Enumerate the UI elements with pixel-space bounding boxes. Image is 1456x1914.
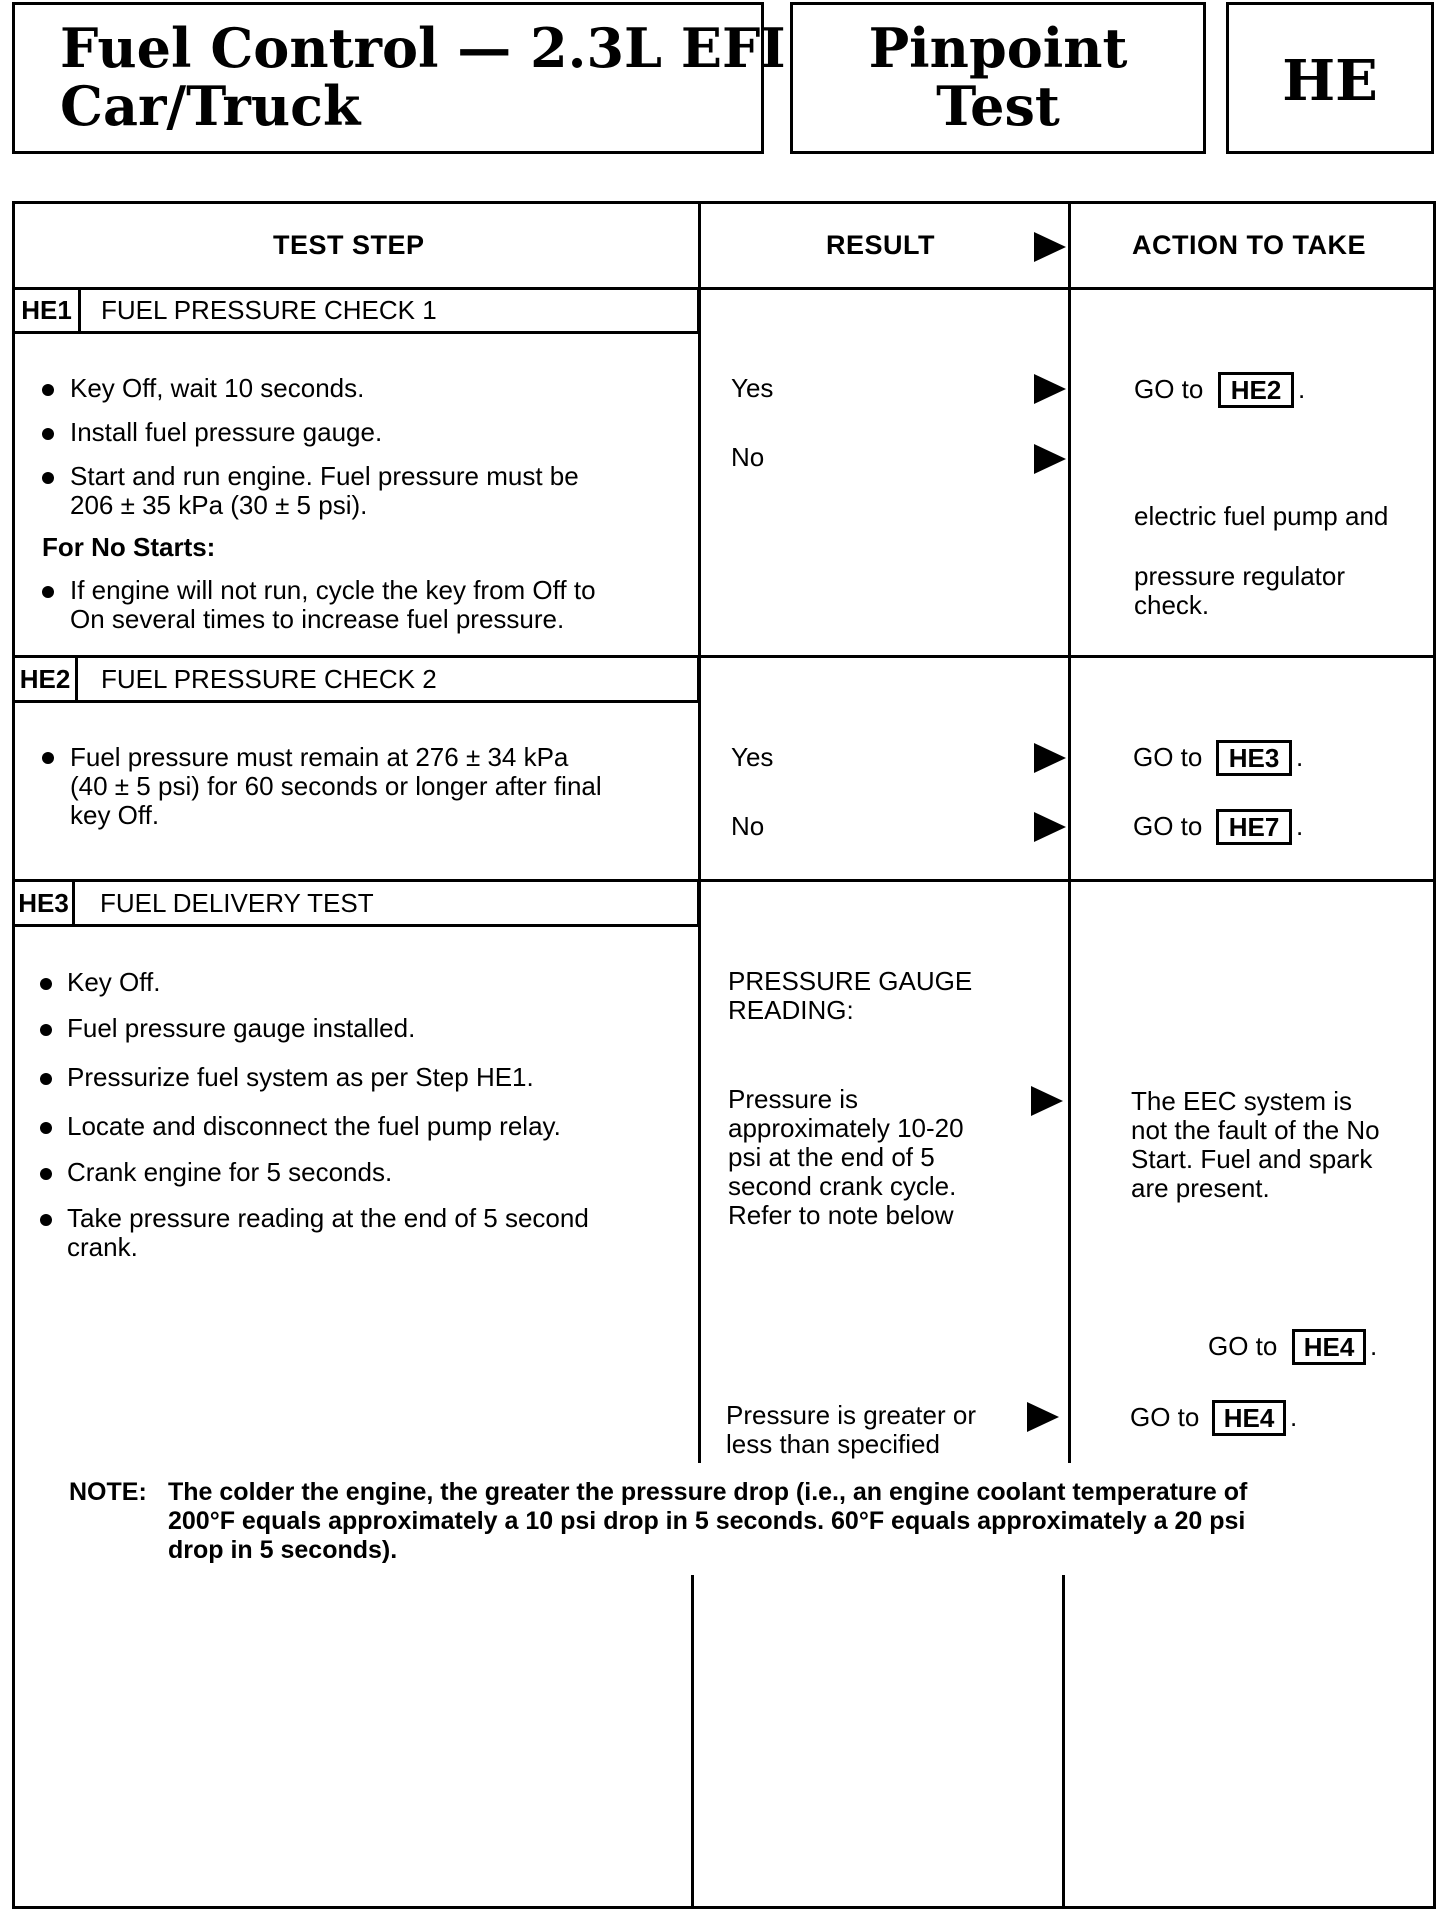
- he1-instruction-2: Install fuel pressure gauge.: [70, 417, 383, 447]
- he1-instruction-3-line1: Start and run engine. Fuel pressure must be: [70, 461, 579, 491]
- result-arrow-icon: [1027, 1402, 1059, 1432]
- he2-action-yes-prefix: GO to: [1133, 742, 1203, 772]
- column-header-action: ACTION TO TAKE: [1132, 230, 1366, 260]
- he1-instruction-3-line2: 206 ± 35 kPa (30 ± 5 psi).: [70, 490, 368, 520]
- table-left-border: [12, 201, 15, 1909]
- page-title-line2: Car/Truck: [60, 74, 361, 138]
- pinpoint-label-line1: Pinpoint: [868, 16, 1128, 80]
- table-bottom-border: [12, 1906, 1436, 1909]
- header-title-box: [12, 2, 786, 154]
- page-title-line1: Fuel Control — 2.3L EFI: [60, 16, 786, 80]
- he3-instruction-6-line1: Take pressure reading at the end of 5 second: [67, 1203, 589, 1233]
- he3-result-1-line1: Pressure is: [728, 1084, 859, 1114]
- goto-he7-button[interactable]: HE7: [1216, 809, 1292, 845]
- bullet-icon: [40, 1214, 52, 1226]
- goto-he2-button[interactable]: HE2: [1218, 372, 1294, 408]
- header-pinpoint-box: [790, 2, 1206, 154]
- bullet-icon: [40, 1168, 52, 1180]
- he3-instruction-2: Fuel pressure gauge installed.: [67, 1013, 416, 1043]
- result-arrow-icon: [1034, 743, 1066, 773]
- he2-instruction-1-line3: key Off.: [70, 800, 160, 830]
- note-line3: drop in 5 seconds).: [168, 1536, 398, 1564]
- result-arrow-icon: [1034, 812, 1066, 842]
- table-right-border: [1433, 201, 1436, 1909]
- he1-action-no-line2: pressure regulator: [1134, 561, 1345, 591]
- he1-action-yes-prefix: GO to: [1134, 374, 1204, 404]
- he1-instruction-4-line1: If engine will not run, cycle the key from Off to: [70, 575, 596, 605]
- he1-action-no-line1: electric fuel pump and: [1134, 501, 1389, 531]
- result-arrow-icon: [1034, 232, 1066, 262]
- step-code: HE3: [15, 882, 75, 924]
- period: .: [1296, 811, 1304, 841]
- he3-result-heading-line2: READING:: [728, 995, 854, 1025]
- he1-result-yes: Yes: [731, 373, 774, 403]
- he1-instruction-4-line2: On several times to increase fuel pressure.: [70, 604, 565, 634]
- he3-action-1-line1: The EEC system is: [1131, 1086, 1353, 1116]
- step-header-he2: [12, 655, 700, 703]
- pinpoint-label-line2: Test: [936, 74, 1060, 138]
- step-code: HE1: [15, 290, 81, 331]
- he3-result-2-line2: less than specified: [726, 1429, 940, 1459]
- he3-action-1-line3: Start. Fuel and spark: [1131, 1144, 1373, 1174]
- column-divider-1-lower: [691, 1575, 694, 1909]
- column-divider-2: [1068, 201, 1071, 1463]
- he3-action-1-line4: are present.: [1131, 1173, 1270, 1203]
- goto-he4-button[interactable]: HE4: [1212, 1400, 1286, 1436]
- step-header-he1: [12, 287, 700, 334]
- test-code: HE: [1282, 48, 1378, 114]
- he3-instruction-1: Key Off.: [67, 967, 161, 997]
- step-title: FUEL DELIVERY TEST: [100, 888, 374, 918]
- he1-instruction-1: Key Off, wait 10 seconds.: [70, 373, 365, 403]
- result-arrow-icon: [1034, 444, 1066, 474]
- he3-result-1-line3: psi at the end of 5: [728, 1142, 935, 1172]
- period: .: [1296, 742, 1304, 772]
- result-arrow-icon: [1034, 374, 1066, 404]
- he3-result-1-line5: Refer to note below: [728, 1200, 954, 1230]
- period: .: [1290, 1402, 1298, 1432]
- he1-subheading: For No Starts:: [42, 532, 216, 562]
- bullet-icon: [42, 472, 54, 484]
- bullet-icon: [42, 428, 54, 440]
- step-code: HE2: [15, 658, 78, 700]
- he3-action-1b-prefix: GO to: [1208, 1331, 1278, 1361]
- goto-he4-button[interactable]: HE4: [1292, 1329, 1366, 1365]
- he2-instruction-1-line1: Fuel pressure must remain at 276 ± 34 kPa: [70, 742, 569, 772]
- result-arrow-icon: [1031, 1086, 1063, 1116]
- note-line2: 200°F equals approximately a 10 psi drop in 5 seconds. 60°F equals approximately a 20 psi: [168, 1507, 1246, 1535]
- he2-result-yes: Yes: [731, 742, 774, 772]
- table-top-border: [12, 201, 1436, 204]
- period: .: [1370, 1331, 1378, 1361]
- he3-result-1-line2: approximately 10-20: [728, 1113, 964, 1143]
- he1-action-no-line3: check.: [1134, 590, 1210, 620]
- he3-instruction-4: Locate and disconnect the fuel pump relay.: [67, 1111, 561, 1141]
- he2-result-no: No: [731, 811, 765, 841]
- header-code-box: [1226, 2, 1434, 154]
- note-line1: The colder the engine, the greater the pressure drop (i.e., an engine coolant temperature of: [168, 1478, 1248, 1506]
- he3-instruction-3: Pressurize fuel system as per Step HE1.: [67, 1062, 534, 1092]
- he3-result-2-line1: Pressure is greater or: [726, 1400, 976, 1430]
- bullet-icon: [42, 752, 54, 764]
- he2-instruction-1-line2: (40 ± 5 psi) for 60 seconds or longer after final: [70, 771, 602, 801]
- he2-action-no-prefix: GO to: [1133, 811, 1203, 841]
- column-header-test-step: TEST STEP: [273, 230, 425, 260]
- he3-result-1-line4: second crank cycle.: [728, 1171, 957, 1201]
- column-divider-1: [698, 201, 701, 1463]
- note-label: NOTE:: [69, 1478, 147, 1506]
- bullet-icon: [42, 586, 54, 598]
- goto-he3-button[interactable]: HE3: [1216, 740, 1292, 776]
- bullet-icon: [40, 978, 52, 990]
- column-header-result: RESULT: [826, 230, 935, 260]
- bullet-icon: [40, 1073, 52, 1085]
- he3-instruction-5: Crank engine for 5 seconds.: [67, 1157, 393, 1187]
- bullet-icon: [40, 1024, 52, 1036]
- he1-result-no: No: [731, 442, 765, 472]
- he3-action-2-prefix: GO to: [1130, 1402, 1200, 1432]
- bullet-icon: [40, 1122, 52, 1134]
- step-header-he3: [12, 879, 700, 927]
- period: .: [1298, 374, 1306, 404]
- step-title: FUEL PRESSURE CHECK 1: [101, 295, 437, 325]
- bullet-icon: [42, 384, 54, 396]
- step-title: FUEL PRESSURE CHECK 2: [101, 664, 437, 694]
- he3-result-heading-line1: PRESSURE GAUGE: [728, 966, 973, 996]
- column-divider-2-lower: [1062, 1575, 1065, 1909]
- he3-instruction-6-line2: crank.: [67, 1232, 138, 1262]
- he3-action-1-line2: not the fault of the No: [1131, 1115, 1380, 1145]
